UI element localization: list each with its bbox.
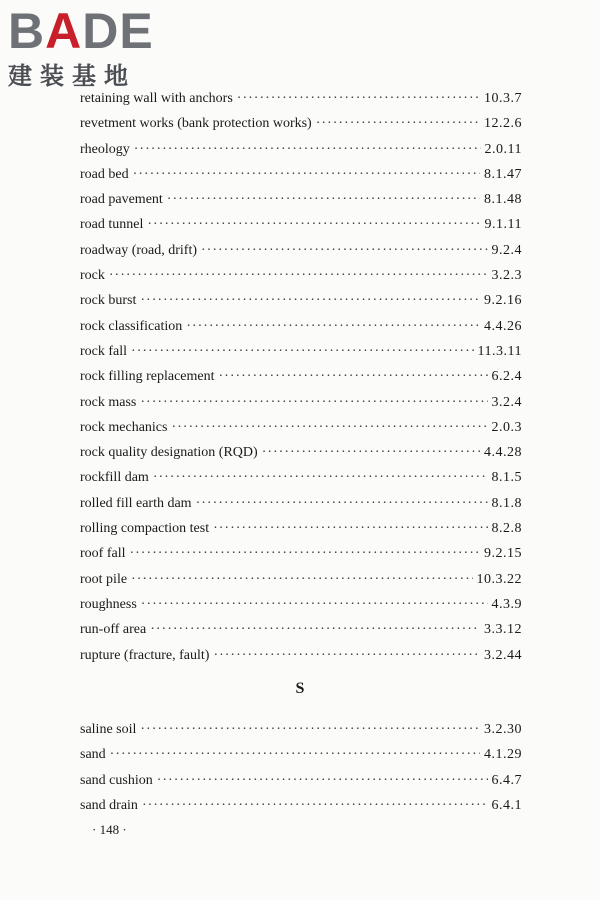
logo [8,3,178,92]
entry-term: run-off area [80,622,147,638]
index-entry [80,592,522,617]
dot-leader [134,137,481,162]
section-heading-s: S [295,680,305,697]
dot-leader [131,567,472,592]
entry-reference: 2.0.3 [491,419,522,435]
index-entry [80,516,522,541]
index-entry [80,541,522,566]
entry-reference: 12.2.6 [484,116,522,132]
entry-reference: 8.1.48 [484,192,522,208]
index-entry [80,238,522,263]
entry-term: rupture (fracture, fault) [80,647,210,663]
entry-term: rock quality designation (RQD) [80,445,258,461]
entry-term: rolled fill earth dam [80,495,192,511]
dot-leader [219,364,488,389]
dot-leader [129,541,480,566]
index-entry [80,288,522,313]
dot-leader [140,288,480,313]
index-entry [80,465,522,490]
entry-reference: 9.2.16 [484,293,522,309]
index-entries-r [80,86,522,668]
logo-chinese-text: 建装基地 [8,62,136,90]
index-entry [80,415,522,440]
entry-term: rock mass [80,394,137,410]
index-entry [80,643,522,668]
entry-term: rock classification [80,318,183,334]
entry-term: road pavement [80,192,163,208]
dot-leader [196,491,488,516]
entry-reference: 3.2.44 [484,647,522,663]
entry-term: saline soil [80,722,137,737]
entry-reference: 8.2.8 [491,521,522,537]
dot-leader [140,717,480,742]
entry-term: revetment works (bank protection works) [80,116,312,132]
index-entry [80,567,522,592]
index-entry [80,742,522,767]
dot-leader [262,440,480,465]
index-entry [80,339,522,364]
entry-reference: 6.4.7 [491,772,522,788]
entry-term: road bed [80,166,129,182]
index-entry [80,768,522,793]
entry-reference: 6.4.1 [491,797,522,813]
entry-reference: 4.1.29 [484,747,522,763]
index-entry [80,491,522,516]
entry-term: rock burst [80,293,137,309]
index-entry [80,86,522,111]
entry-term: rockfill dam [80,470,149,486]
dot-leader [213,643,480,668]
entry-term: roughness [80,596,137,612]
entry-term: sand drain [80,797,138,813]
logo-word: BADE [8,3,154,59]
dot-leader [157,768,488,793]
entry-reference: 10.3.7 [484,91,522,106]
entry-term: retaining wall with anchors [80,91,233,106]
index-entry [80,137,522,162]
dot-leader [201,238,487,263]
index-entry [80,364,522,389]
index-entries-s [80,717,522,818]
page-number: · 148 · [92,822,127,837]
index-entry [80,390,522,415]
dot-leader [171,415,487,440]
dot-leader [109,263,488,288]
entry-reference: 9.2.15 [484,546,522,562]
entry-term: rock [80,268,105,284]
index-entry [80,162,522,187]
dot-leader [141,592,488,617]
dot-leader [213,516,487,541]
entry-reference: 10.3.22 [476,571,522,587]
entry-reference: 4.3.9 [491,596,522,612]
dot-leader [167,187,480,212]
entry-reference: 4.4.26 [484,318,522,334]
index-entry [80,440,522,465]
entry-term: rock filling replacement [80,369,215,385]
entry-term: roof fall [80,546,126,562]
entry-term: root pile [80,571,128,587]
entry-term: roadway (road, drift) [80,242,198,258]
entry-reference: 8.1.5 [491,470,522,486]
entry-reference: 3.3.12 [484,622,522,638]
index-entry [80,263,522,288]
index-entry [80,187,522,212]
index-entry [80,617,522,642]
index-entry [80,212,522,237]
dot-leader [237,86,480,111]
entry-term: rock mechanics [80,419,168,435]
dot-leader [131,339,474,364]
index-entry [80,793,522,818]
dot-leader [110,742,480,767]
entry-reference: 4.4.28 [484,445,522,461]
entry-reference: 9.1.11 [484,217,522,233]
dot-leader [147,212,480,237]
entry-reference: 3.2.4 [491,394,522,410]
entry-reference: 8.1.8 [491,495,522,511]
entry-reference: 9.2.4 [491,242,522,258]
dot-leader [186,314,480,339]
dot-leader [133,162,480,187]
dot-leader [150,617,480,642]
dot-leader [153,465,488,490]
entry-term: sand cushion [80,772,153,788]
entry-reference: 3.2.30 [484,722,522,737]
entry-term: rheology [80,141,130,157]
entry-term: sand [80,747,106,763]
entry-term: rock fall [80,343,128,359]
index-entry [80,314,522,339]
dot-leader [316,111,480,136]
entry-term: rolling compaction test [80,521,210,537]
index-entry [80,111,522,136]
dot-leader [142,793,488,818]
entry-reference: 3.2.3 [491,268,522,284]
entry-reference: 11.3.11 [477,343,522,359]
dot-leader [140,390,487,415]
entry-reference: 6.2.4 [491,369,522,385]
entry-term: road tunnel [80,217,144,233]
entry-reference: 2.0.11 [484,141,522,157]
entry-reference: 8.1.47 [484,166,522,182]
index-entry [80,717,522,742]
